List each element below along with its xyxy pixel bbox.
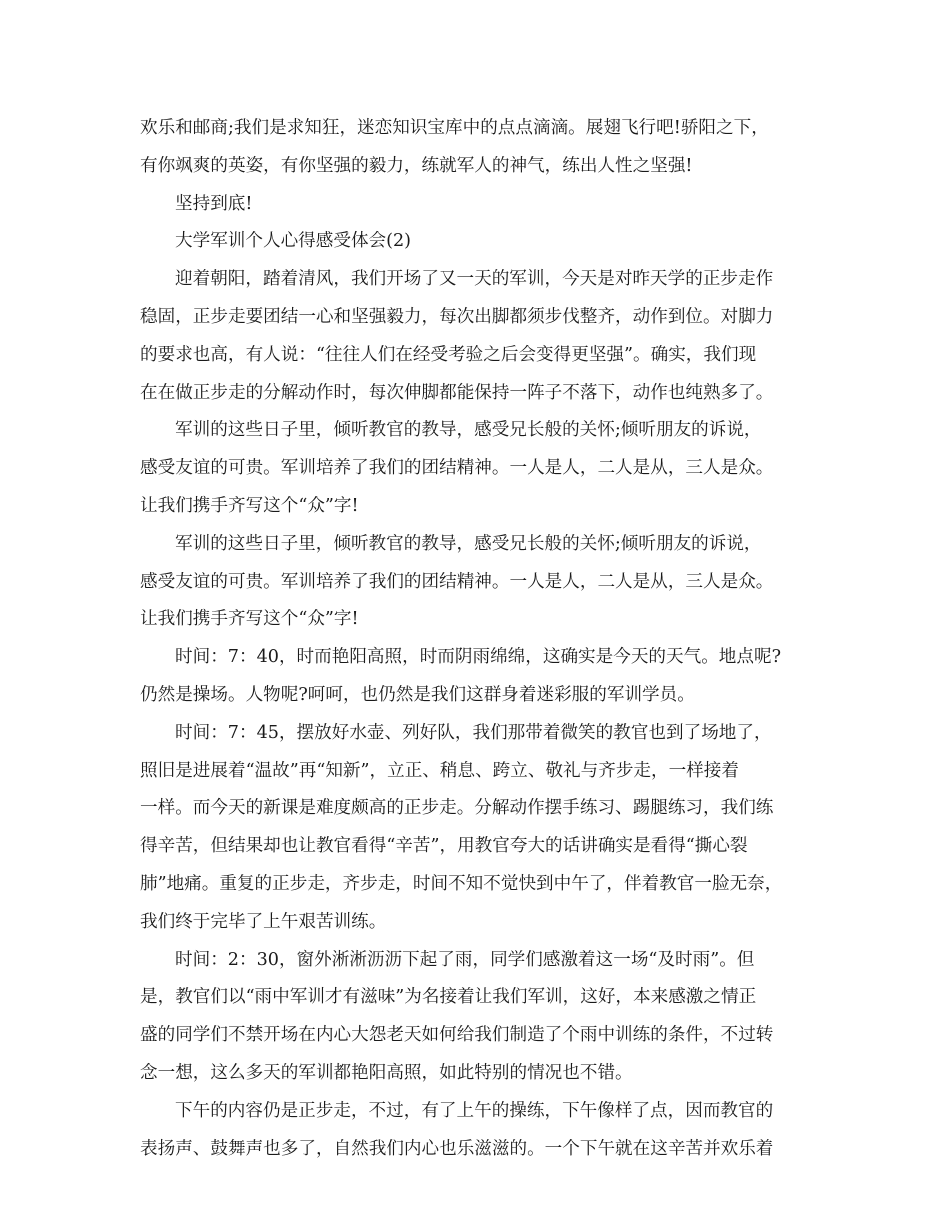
text-line: 的要求也高，有人说：“往往人们在经受考验之后会变得更坚强”。确实，我们现 xyxy=(140,344,757,365)
paragraph xyxy=(140,526,830,639)
text-line: 时间：7：45，摆放好水壶、列好队，我们那带着微笑的教官也到了场地了， xyxy=(175,722,772,743)
text-line: 稳固，正步走要团结一心和坚强毅力，每次出脚都须步伐整齐，动作到位。对脚力 xyxy=(140,306,774,327)
text-line: 军训的这些日子里，倾听教官的教导，感受兄长般的关怀;倾听朋友的诉说， xyxy=(175,420,762,441)
text-line: 迎着朝阳，踏着清风，我们开场了又一天的军训，今天是对昨天学的正步走作 xyxy=(175,269,774,290)
text-line: 感受友谊的可贵。军训培养了我们的团结精神。一人是人，二人是从，三人是众。 xyxy=(140,571,774,592)
text-line: 有你飒爽的英姿，有你坚强的毅力，练就军人的神气，练出人性之坚强! xyxy=(140,155,693,176)
paragraph xyxy=(140,110,830,186)
paragraph xyxy=(140,1093,830,1169)
text-line: 一样。而今天的新课是难度颇高的正步走。分解动作摆手练习、踢腿练习，我们练 xyxy=(140,798,774,819)
text-line: 让我们携手齐写这个“众”字! xyxy=(140,609,359,630)
document-body xyxy=(140,110,830,1168)
text-line: 得辛苦，但结果却也让教官看得“辛苦”，用教官夸大的话讲确实是看得“撕心裂 xyxy=(140,836,748,857)
paragraph xyxy=(140,412,830,525)
text-line: 让我们携手齐写这个“众”字! xyxy=(140,495,359,516)
text-line: 仍然是操场。人物呢?呵呵，也仍然是我们这群身着迷彩服的军训学员。 xyxy=(140,684,695,705)
text-line: 时间：2：30，窗外淅淅沥沥下起了雨，同学们感激着这一场“及时雨”。但 xyxy=(175,949,755,970)
paragraph xyxy=(140,223,830,261)
text-line: 盛的同学们不禁开场在内心大怨老天如何给我们制造了个雨中训练的条件，不过转 xyxy=(140,1025,774,1046)
paragraph xyxy=(140,942,830,1093)
text-line: 时间：7：40，时而艳阳高照，时而阴雨绵绵，这确实是今天的天气。地点呢? xyxy=(175,647,782,668)
text-line: 感受友谊的可贵。军训培养了我们的团结精神。一人是人，二人是从，三人是众。 xyxy=(140,458,774,479)
text-line: 照旧是进展着“温故”再“知新”，立正、稍息、跨立、敬礼与齐步走，一样接着 xyxy=(140,760,739,781)
paragraph xyxy=(140,261,830,412)
paragraph xyxy=(140,639,830,715)
text-line: 欢乐和邮商;我们是求知狂，迷恋知识宝库中的点点滴滴。展翅飞行吧!骄阳之下， xyxy=(140,118,769,138)
text-line: 在在做正步走的分解动作时，每次伸脚都能保持一阵子不落下，动作也纯熟多了。 xyxy=(140,382,774,403)
paragraph xyxy=(140,186,830,224)
text-line: 军训的这些日子里，倾听教官的教导，感受兄长般的关怀;倾听朋友的诉说， xyxy=(175,533,762,554)
text-line: 是，教官们以“雨中军训才有滋味”为名接着让我们军训，这好，本来感激之情正 xyxy=(140,987,757,1008)
text-line: 肺”地痛。重复的正步走，齐步走，时间不知不觉快到中午了，伴着教官一脸无奈， xyxy=(140,873,783,894)
text-line: 我们终于完毕了上午艰苦训练。 xyxy=(140,911,387,932)
text-line: 大学军训个人心得感受体会(2) xyxy=(175,231,412,252)
text-line: 念一想，这么多天的军训都艳阳高照，如此特别的情况也不错。 xyxy=(140,1062,633,1083)
text-line: 表扬声、鼓舞声也多了，自然我们内心也乐滋滋的。一个下午就在这辛苦并欢乐着 xyxy=(140,1138,774,1159)
paragraph xyxy=(140,715,830,942)
text-line: 下午的内容仍是正步走，不过，有了上午的操练，下午像样了点，因而教官的 xyxy=(175,1100,774,1121)
text-line: 坚持到底! xyxy=(175,193,253,214)
